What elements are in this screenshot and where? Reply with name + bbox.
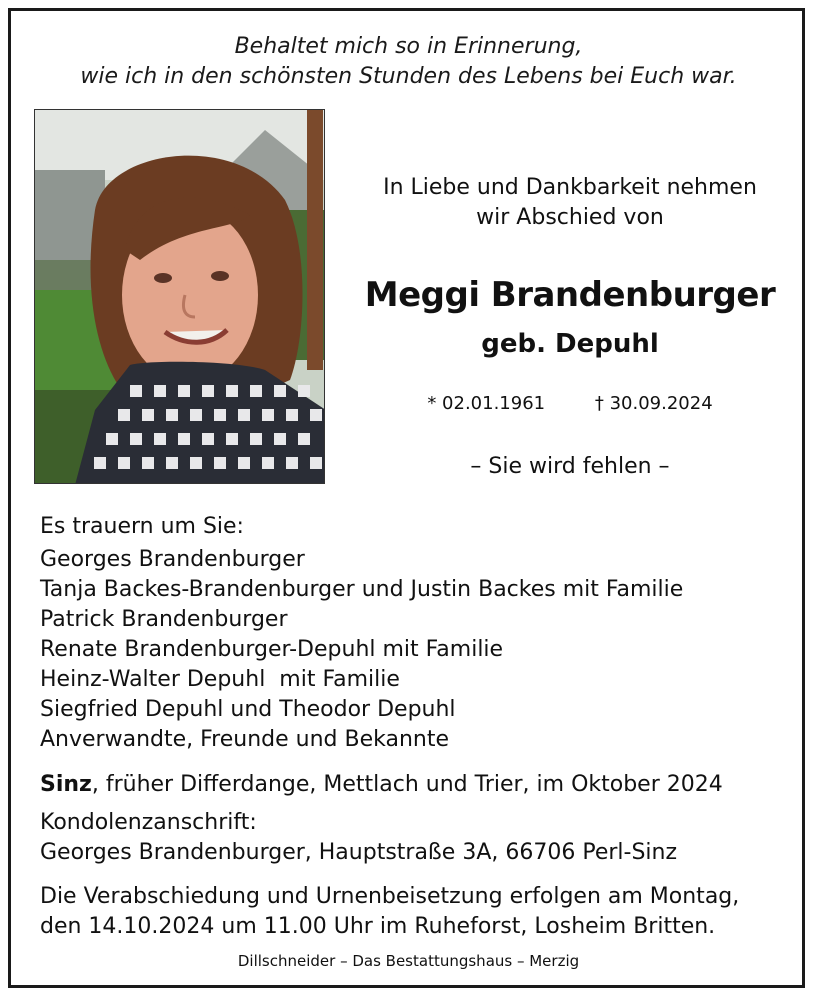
motto-quote [0,32,817,92]
mourner-name: Heinz-Walter Depuhl mit Familie [40,667,400,692]
farewell-intro [330,173,810,233]
ceremony-line-2: den 14.10.2024 um 11.00 Uhr im Ruheforst, Losheim Britten. [40,914,716,939]
birth-date: * 02.01.1961 [427,393,546,414]
mourner-name: Renate Brandenburger-Depuhl mit Familie [40,637,504,662]
birth-name: geb. Depuhl [481,329,659,359]
motto-line-1: Behaltet mich so in Erinnerung, [234,34,583,59]
ceremony-line-1: Die Verabschiedung und Urnenbeisetzung erfolgen am Montag, [40,884,740,909]
mourners-list [40,545,683,755]
life-dates [330,393,810,414]
condolence-address-text: Georges Brandenburger, Hauptstraße 3A, 66706 Perl-Sinz [40,840,678,865]
portrait-photo [34,109,325,484]
mourner-name: Patrick Brandenburger [40,607,288,632]
mourner-name: Tanja Backes-Brandenburger und Justin Backes mit Familie [40,577,684,602]
mourners-heading: Es trauern um Sie: [40,514,244,539]
deceased-name: Meggi Brandenburger [364,275,776,315]
place-rest: , früher Differdange, Mettlach und Trier, im Oktober 2024 [91,772,723,797]
mourner-name: Georges Brandenburger [40,547,305,572]
intro-line-2: wir Abschied von [476,205,664,230]
funeral-home-footer: Dillschneider – Das Bestattungshaus – Merzig [237,952,580,970]
condolence-label: Kondolenzanschrift: [40,810,257,835]
intro-line-1: In Liebe und Dankbarkeit nehmen [383,175,757,200]
ceremony-info [40,882,739,942]
motto-line-2: wie ich in den schönsten Stunden des Lebens bei Euch war. [80,64,737,89]
mourner-name: Siegfried Depuhl und Theodor Depuhl [40,697,456,722]
missed-text: – Sie wird fehlen – [470,454,670,479]
mourner-name: Anverwandte, Freunde und Bekannte [40,727,450,752]
place-and-date [40,770,723,800]
place-town: Sinz [40,772,92,797]
death-date: † 30.09.2024 [594,393,713,414]
condolence-address [40,808,677,868]
